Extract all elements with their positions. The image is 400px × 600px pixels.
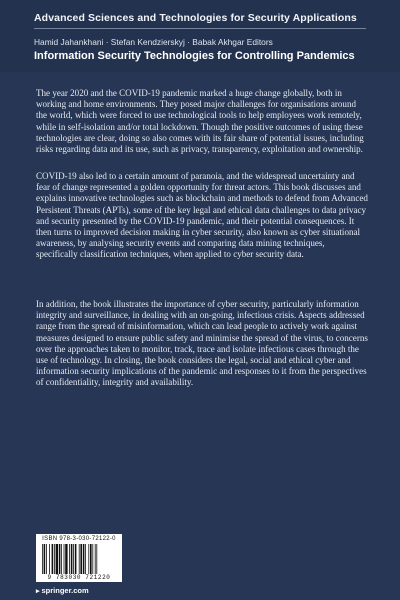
editors-line xyxy=(34,37,273,47)
blurb-paragraph-2: COVID-19 also led to a certain amount of paranoia, and the widespread uncertainty and fear of change represented a golden opportunity for threat actors. This book discusses and explains innovative technologies such as blockchain and methods to defend from Advanced Persistent Threats (APTs), some of the key legal and ethical data challenges to data privacy and security presented by the COVID-19 pandemic, and their potential consequences. It then turns to improved decision making in cyber security, also known as cyber situational awareness, by analysing security events and comparing data mining techniques, specifically classification techniques, when applied to cyber security data. xyxy=(36,171,368,260)
header-divider xyxy=(34,28,366,29)
cover-header xyxy=(0,0,400,72)
blurb-paragraph-1: The year 2020 and the COVID-19 pandemic marked a huge change globally, both in working and home environments. They posed major challenges for organisations around the world, which were forced to use technological tools to help employees work remotely, while in self-isolation and/or total lockdown. Though the positive outcomes of using these technologies are clear, doing so also comes with its fair share of potential issues, including risks regarding data and its use, such as privacy, transparency, exploitation and ownership. xyxy=(36,88,364,155)
barcode xyxy=(36,534,122,582)
blurb-paragraph-3: In addition, the book illustrates the importance of cyber security, particularly information integrity and surveillance, in dealing with an on-going, infectious crisis. Aspects addressed range from the spread of misinformation, which can lead people to actively work against measures designed to ensure public safety and minimise the spread of the virus, to concerns over the approaches taken to monitor, track, trace and isolate infectious cases through the use of technology. In closing, the book considers the legal, social and ethical cyber and information security implications of the pandemic and responses to it from the perspectives of confidentiality, integrity and availability. xyxy=(36,299,368,388)
isbn-label: ISBN 978-3-030-72122-0 xyxy=(42,536,116,542)
publisher-website[interactable] xyxy=(36,586,89,595)
editors-names: Hamid Jahankhani · Stefan Kendzierskyj · Babak Akhgar xyxy=(34,37,245,47)
website-label: springer.com xyxy=(41,586,89,595)
barcode-digits: 9 783030 721220 xyxy=(47,574,111,581)
arrow-icon: ▸ xyxy=(36,588,40,595)
series-title: Advanced Sciences and Technologies for Security Applications xyxy=(34,12,357,24)
barcode-bars xyxy=(42,544,116,574)
book-title: Information Security Technologies for Controlling Pandemics xyxy=(34,50,355,62)
editors-suffix: Editors xyxy=(246,37,273,47)
